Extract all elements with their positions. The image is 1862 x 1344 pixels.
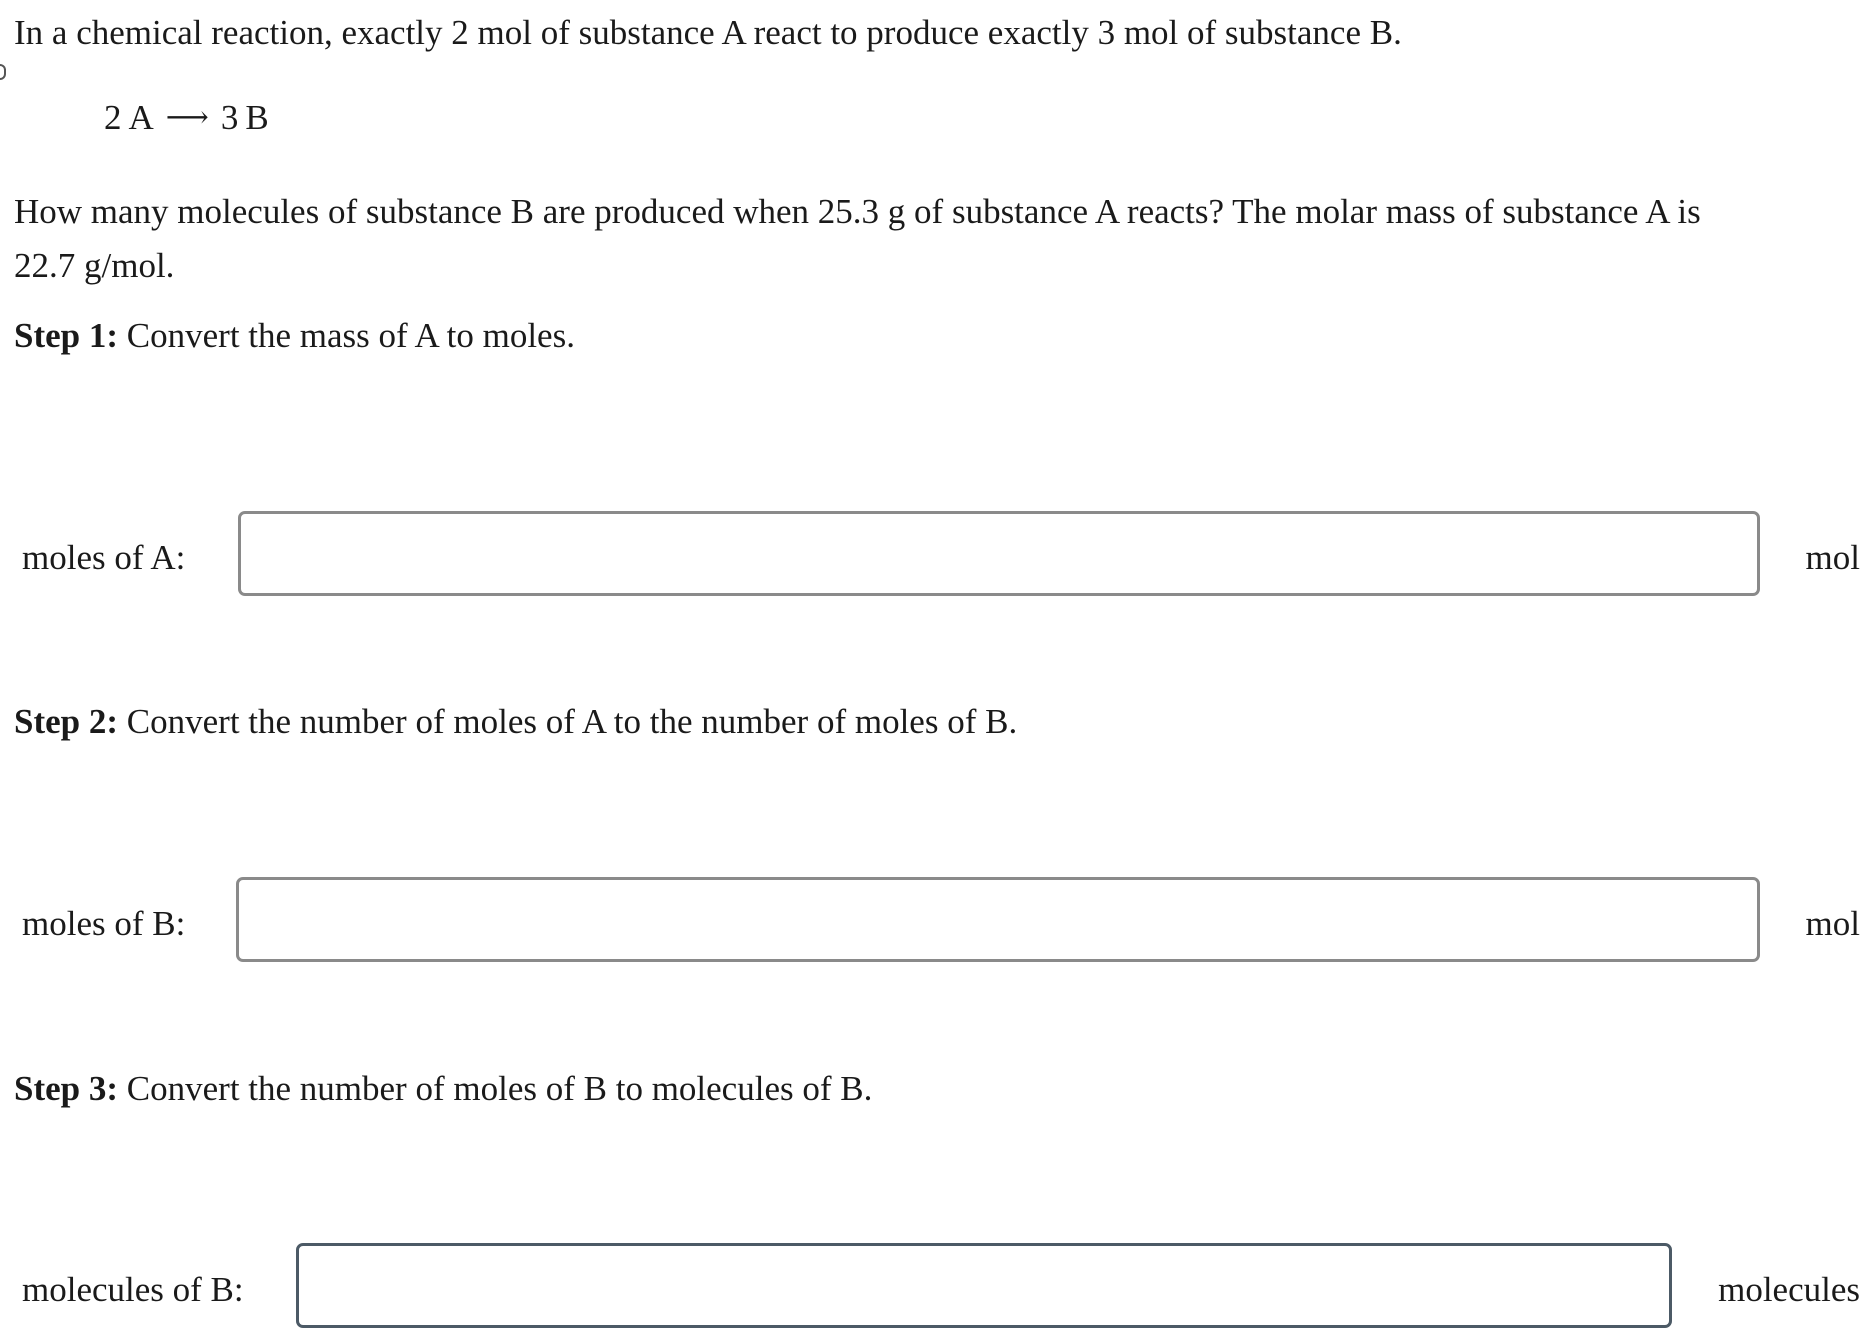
- question-line-1: How many molecules of substance B are produced when 25.3 g of substance A reacts? The molar mass of substance A is: [14, 192, 1701, 231]
- moles-b-label: moles of B:: [22, 904, 186, 943]
- question-line-2: 22.7 g/mol.: [14, 246, 175, 285]
- step-3-text: Convert the number of moles of B to molecules of B.: [118, 1069, 873, 1108]
- moles-a-unit: mol: [1805, 538, 1860, 577]
- step-2-text: Convert the number of moles of A to the number of moles of B.: [118, 702, 1018, 741]
- step-1-text: Convert the mass of A to moles.: [118, 316, 575, 355]
- equation-right: 3 B: [220, 98, 269, 137]
- reaction-equation: [104, 98, 269, 138]
- intro-text: In a chemical reaction, exactly 2 mol of substance A react to produce exactly 3 mol of substance B.: [14, 13, 1402, 52]
- reaction-arrow-icon: ⟶: [165, 101, 209, 134]
- moles-b-input[interactable]: [236, 877, 1760, 962]
- molecules-b-unit: molecules: [1718, 1270, 1860, 1309]
- molecules-b-label: molecules of B:: [22, 1270, 244, 1309]
- moles-b-unit: mol: [1805, 904, 1860, 943]
- step-1-label: Step 1:: [14, 316, 119, 355]
- step-2-instruction: [14, 702, 1017, 742]
- edge-marker: [0, 64, 6, 80]
- molecules-b-input[interactable]: [296, 1243, 1672, 1328]
- step-1-instruction: [14, 316, 575, 356]
- equation-left: 2 A: [104, 98, 154, 137]
- step-3-label: Step 3:: [14, 1069, 119, 1108]
- step-3-instruction: [14, 1069, 872, 1109]
- moles-a-label: moles of A:: [22, 538, 186, 577]
- step-2-label: Step 2:: [14, 702, 119, 741]
- moles-a-input[interactable]: [238, 511, 1760, 596]
- question-text: [14, 185, 1834, 293]
